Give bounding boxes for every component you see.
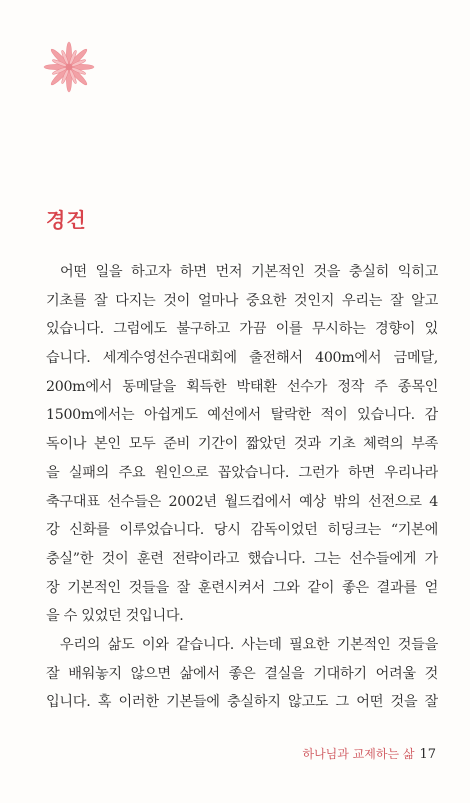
text-line: 200m에서 동메달을 획득한 박태환 선수가 정작 주 종목인: [46, 378, 438, 395]
paragraph-1: [46, 258, 438, 631]
text-line: 습니다. 세계수영선수권대회에 출전해서 400m에서 금메달,: [46, 350, 438, 367]
text-line: 강 신화를 이루었습니다. 당시 감독이었던 히딩크는 “기본에: [46, 522, 438, 539]
section-heading: 경건: [46, 208, 87, 232]
paragraph-2: [46, 631, 438, 717]
text-line: 기초를 잘 다지는 것이 얼마나 중요한 것인지 우리는 잘 알고: [46, 292, 438, 309]
pink-flower-icon: [40, 38, 98, 96]
text-line: 우리의 삶도 이와 같습니다. 사는데 필요한 기본적인 것들을: [60, 636, 438, 653]
book-title: 하나님과 교제하는 삶: [302, 747, 415, 761]
text-line: 있습니다. 그럼에도 불구하고 가끔 이를 무시하는 경향이 있: [46, 321, 438, 338]
text-line: 충실”한 것이 훈련 전략이라고 했습니다. 그는 선수들에게 가: [46, 550, 438, 567]
text-line: 1500m에서는 아쉽게도 예선에서 탈락한 적이 있습니다. 감: [46, 407, 438, 424]
text-line: 축구대표 선수들은 2002년 월드컵에서 예상 밖의 선전으로 4: [46, 493, 438, 510]
body-text: [46, 258, 438, 717]
text-line: 잘 배워놓지 않으면 삶에서 좋은 결실을 기대하기 어려울 것: [46, 665, 438, 682]
text-line: 장 기본적인 것들을 잘 훈련시켜서 그와 같이 좋은 결과를 얻: [46, 579, 438, 596]
text-line: 독이나 본인 모두 준비 기간이 짧았던 것과 기초 체력의 부족: [46, 436, 438, 453]
page-number: 17: [419, 747, 436, 762]
text-line: 입니다. 혹 이러한 기본들에 충실하지 않고도 그 어떤 것을 잘: [46, 694, 438, 711]
page-footer: [302, 745, 436, 762]
text-line: 어떤 일을 하고자 하면 먼저 기본적인 것을 충실히 익히고: [60, 264, 438, 280]
text-line: 을 수 있었던 것입니다.: [46, 608, 184, 625]
text-line: 을 실패의 주요 원인으로 꼽았습니다. 그런가 하면 우리나라: [46, 464, 438, 481]
